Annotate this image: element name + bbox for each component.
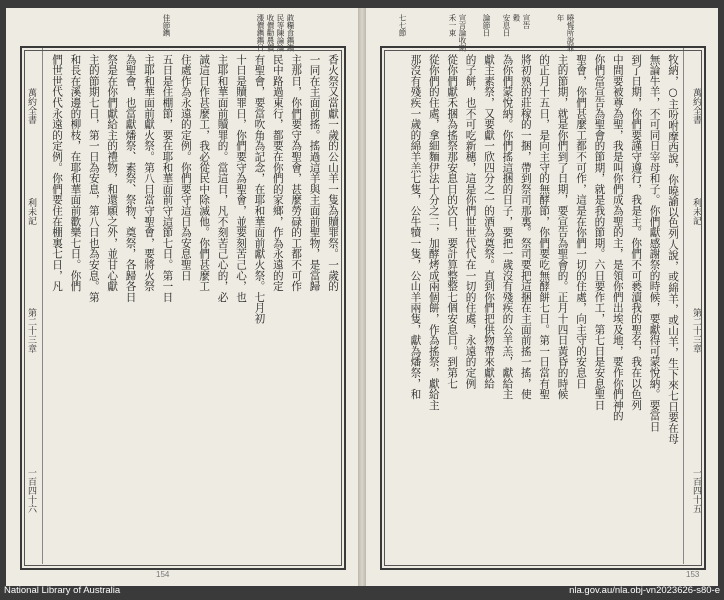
text-column: 和長在溪邊的柳枝，在耶和華面前歡樂七日。你們 [69, 54, 82, 292]
book-spread [6, 8, 718, 586]
margin-book: 利未記 [26, 198, 36, 225]
left-page [6, 8, 358, 586]
right-text-frame [380, 46, 706, 570]
margin-chapter: 第二十三章 [691, 308, 701, 353]
text-column: 香火祭又當獻一歲的公山羊一隻為贖罪祭。一歲的 [327, 54, 339, 292]
margin-page-number: 一百四十五 [691, 468, 701, 513]
text-column: 們世世代代永遠的定例。你們要住在棚裏七日，凡 [51, 54, 63, 292]
text-column: 的正月十五日，是向主守的無酵節，你們要吃無酵餅七日。第一日當有聖 [538, 54, 551, 400]
text-column: 住處作為永遠的定例。你們要守這日為安息聖日 [179, 54, 192, 281]
text-column: 誠這日作甚麼工，我必從民中除滅他。你們甚麼工 [198, 54, 211, 292]
margin-book: 利未記 [691, 198, 701, 225]
gutter [358, 8, 366, 586]
header-note: 安息日 [502, 14, 511, 37]
text-column: 從你們的住處，拿細麵伊法十分之二，加酵烤成兩個餅，作為搖祭，獻給主 [427, 54, 440, 411]
header-note: 論節日 [482, 14, 491, 37]
text-column: 五日是住棚節，要在耶和華面前守這節七日。第一日 [161, 54, 174, 303]
text-column: 民中路過東行，都要在你們的家鄉，作為永遠的定 [271, 54, 284, 292]
left-text-frame [20, 46, 346, 570]
text-column: 無論牛羊，不可同日宰母和子。你們獻感謝祭的時候，要獻得可蒙悅納。要當日 [648, 54, 661, 432]
text-column: 為聖會，也當獻燔祭、素祭、祭物、奠祭，各歸各日 [124, 54, 137, 303]
margin-title: 萬約全書 [691, 88, 701, 124]
text-column: 到了日期，你們要謹守遵行，我是主。你們不可褻瀆我的聖名，我在以色列 [630, 54, 643, 411]
header-note: 七七節 [398, 14, 407, 37]
header-note: 敢糧食鐫鐫 [286, 14, 295, 52]
text-column: 你們當宣告為聖會的節期，就是我的節期。六日要作工，第七日是安息聖日 [593, 54, 606, 411]
header-note: 收價勸農價 [266, 14, 275, 52]
text-column: 一同在主面前搖。搖過這羊與主面前聖物，是當歸 [308, 54, 321, 292]
pencil-note: 154 [156, 570, 170, 579]
right-header-notes [386, 14, 576, 52]
margin-title: 萬約全書 [26, 88, 36, 124]
margin-chapter: 第二十三章 [26, 308, 36, 353]
header-note: 佳節鐫 [162, 14, 171, 37]
text-column: 那沒有殘疾一歲的綿羊羔七隻，公牛犢一隻，公山羊兩隻，獻為燔祭，和 [409, 54, 422, 400]
pencil-note: 153 [686, 570, 700, 579]
text-column: 主耶和華面前贖罪的。當這日，凡不刻苦己心的，必 [216, 54, 229, 303]
margin-rule [683, 48, 684, 564]
left-header-notes [156, 14, 296, 52]
text-column: 中間要被尊為聖，我是叫你們成為聖的主，是領你們出埃及地，要作你們神的 [611, 54, 624, 422]
header-note: 漲價鐫鐫日 [256, 14, 265, 52]
header-note: 宣告 [522, 14, 531, 29]
header-note: 曉悔所說罪 [566, 14, 575, 52]
text-column: 主那日，你們要守為聖會，甚麼勞碌的工都不可作 [290, 54, 303, 292]
text-column: 將初熟的莊稼的一捆，帶到祭司那裏。祭司要把這捆在主面前搖一搖，使 [519, 54, 532, 400]
text-column: 從你們獻禾捆為搖祭那安息日的次日，要計算整整七個安息日。到第七 [446, 54, 459, 389]
right-page [366, 8, 718, 586]
text-column: 的子餅，也不可吃新穗，這是你們世世代代在一切的住處，永遠的定例 [464, 54, 477, 389]
text-column: 為你們蒙悅納。你們搖這捆的日子，要把一歲沒有殘疾的公羊羔，獻給主 [501, 54, 514, 400]
text-column: 獻主素祭，又要獻一欣四分之一的酒為奠祭。直到你們把供物帶來獻給 [483, 54, 495, 389]
header-note: 宣言論收割 [458, 14, 467, 52]
text-column: 有聖會，要當吹角為記念，在耶和華面前獻火祭。七月初 [253, 54, 266, 324]
header-note: 禾一束 [448, 14, 457, 37]
text-column: 聖會，你們甚麼工都不可作，這是在你們一切的住處，向主守的安息日 [575, 54, 587, 389]
footer-library: National Library of Australia [4, 585, 121, 596]
text-column: 十日是贖罪日，你們要守為聖會，並要刻苦己心，也 [235, 54, 247, 303]
header-note: 年 [556, 14, 565, 22]
header-note: 民等陳論論 [276, 14, 285, 52]
text-column: 主耶和華面前獻火祭。第八日當守聖會，要將火祭 [143, 54, 155, 292]
text-column: 牧納，○主吩咐摩西說，你曉諭以色列人說，或綿羊，或山羊，生下來七日要在母 [667, 54, 679, 445]
header-note: 穀 [512, 14, 521, 22]
margin-page-number: 一百四十六 [26, 468, 36, 513]
text-column: 主的節期，就是你們到了日期，要宣告為聖會的。正月十四日黃昏的時候 [556, 54, 569, 400]
footer-identifier: nla.gov.au/nla.obj-vn2023626-s80-e [569, 585, 720, 596]
text-column: 祭是在你們獻給主的禮物，和還願之外，並甘心獻 [106, 54, 119, 292]
margin-rule [42, 48, 43, 564]
text-column: 主的節期七日，第一日為安息，第八日也為安息。第 [87, 54, 100, 303]
